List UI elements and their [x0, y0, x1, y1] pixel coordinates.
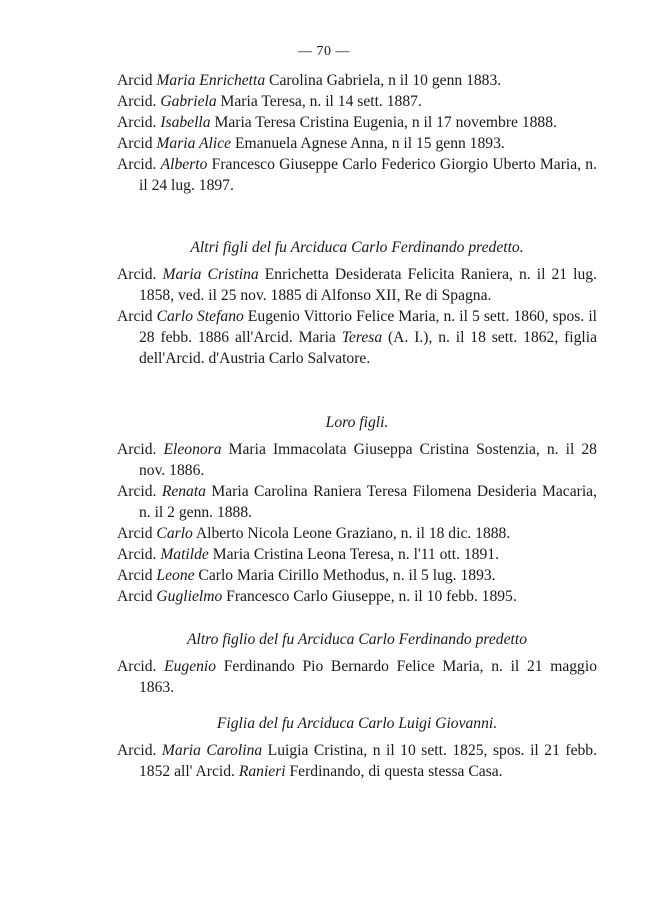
section-heading: Altro figlio del fu Arciduca Carlo Ferdinando predetto: [186, 631, 527, 648]
person-name: Guglielmo: [156, 588, 223, 605]
entry-list-3: [117, 439, 597, 607]
genealogy-entry: Arcid Carlo Stefano Eugenio Vittorio Felice Maria, n. il 5 sett. 1860, spos. il 28 febb. 1886 all'Arcid. Maria Teresa (A. I.), n. il 18 sett. 1862, figlia dell'Arcid. d'Austria Carlo Salvatore.: [117, 308, 597, 367]
genealogy-entry: Arcid. Maria Cristina Enrichetta Desiderata Felicita Raniera, n. il 21 lug. 1858, ved. il 25 nov. 1885 di Alfonso XII, Re di Spagna.: [117, 266, 597, 304]
genealogy-entry: Arcid. Eugenio Ferdinando Pio Bernardo Felice Maria, n. il 21 maggio 1863.: [117, 658, 597, 696]
person-name: Maria Cristina: [162, 266, 259, 283]
person-name: Matilde: [160, 546, 209, 563]
genealogy-entry: Arcid. Maria Carolina Luigia Cristina, n il 10 sett. 1825, spos. il 21 febb. 1852 all' Arcid. Ranieri Ferdinando, di questa stessa Casa.: [117, 742, 597, 780]
person-name: Eleonora: [163, 441, 222, 458]
entry-list-4: [117, 656, 597, 698]
genealogy-entry: Arcid. Eleonora Maria Immacolata Giuseppa Cristina Sostenzia, n. il 28 nov. 1886.: [117, 441, 597, 479]
genealogy-entry: Arcid. Matilde Maria Cristina Leona Teresa, n. l'11 ott. 1891.: [117, 546, 499, 563]
person-name: Isabella: [160, 114, 211, 131]
section-heading: Altri figli del fu Arciduca Carlo Ferdinando predetto.: [190, 239, 524, 256]
section-heading: Figlia del fu Arciduca Carlo Luigi Giovanni.: [216, 715, 498, 732]
genealogy-entry: Arcid Guglielmo Francesco Carlo Giuseppe, n. il 10 febb. 1895.: [117, 588, 517, 605]
person-name: Alberto: [160, 156, 208, 173]
page-number: — 70 —: [298, 44, 350, 59]
person-name: Gabriela: [160, 93, 217, 110]
person-name: Maria Alice: [156, 135, 232, 152]
genealogy-entry: Arcid Leone Carlo Maria Cirillo Methodus, n. il 5 lug. 1893.: [117, 567, 496, 584]
entry-list-1: [117, 70, 597, 196]
genealogy-entry: Arcid. Isabella Maria Teresa Cristina Eugenia, n il 17 novembre 1888.: [117, 114, 557, 131]
person-name: Leone: [156, 567, 195, 584]
spouse-name: Teresa: [341, 329, 383, 346]
genealogy-entry: Arcid Maria Alice Emanuela Agnese Anna, n il 15 genn 1893.: [117, 135, 505, 152]
person-name: Carlo Stefano: [156, 308, 244, 325]
genealogy-entry: Arcid. Gabriela Maria Teresa, n. il 14 sett. 1887.: [117, 93, 422, 110]
person-name: Maria Carolina: [161, 742, 263, 759]
person-name: Carlo: [156, 525, 193, 542]
person-name: Renata: [161, 483, 206, 500]
section-heading: Loro figli.: [325, 414, 389, 431]
genealogy-entry: Arcid Carlo Alberto Nicola Leone Graziano, n. il 18 dic. 1888.: [117, 525, 511, 542]
spouse-name: Ranieri: [238, 763, 286, 780]
genealogy-entry: Arcid. Renata Maria Carolina Raniera Teresa Filomena Desideria Macaria, n. il 2 genn. 1888.: [117, 483, 597, 521]
person-name: Eugenio: [164, 658, 217, 675]
genealogy-entry: Arcid. Alberto Francesco Giuseppe Carlo Federico Giorgio Uberto Maria, n. il 24 lug. 1897.: [117, 156, 597, 194]
entry-list-5: [117, 740, 597, 782]
genealogy-entry: Arcid Maria Enrichetta Carolina Gabriela, n il 10 genn 1883.: [117, 72, 502, 89]
person-name: Maria Enrichetta: [156, 72, 266, 89]
entry-list-2: [117, 264, 597, 369]
